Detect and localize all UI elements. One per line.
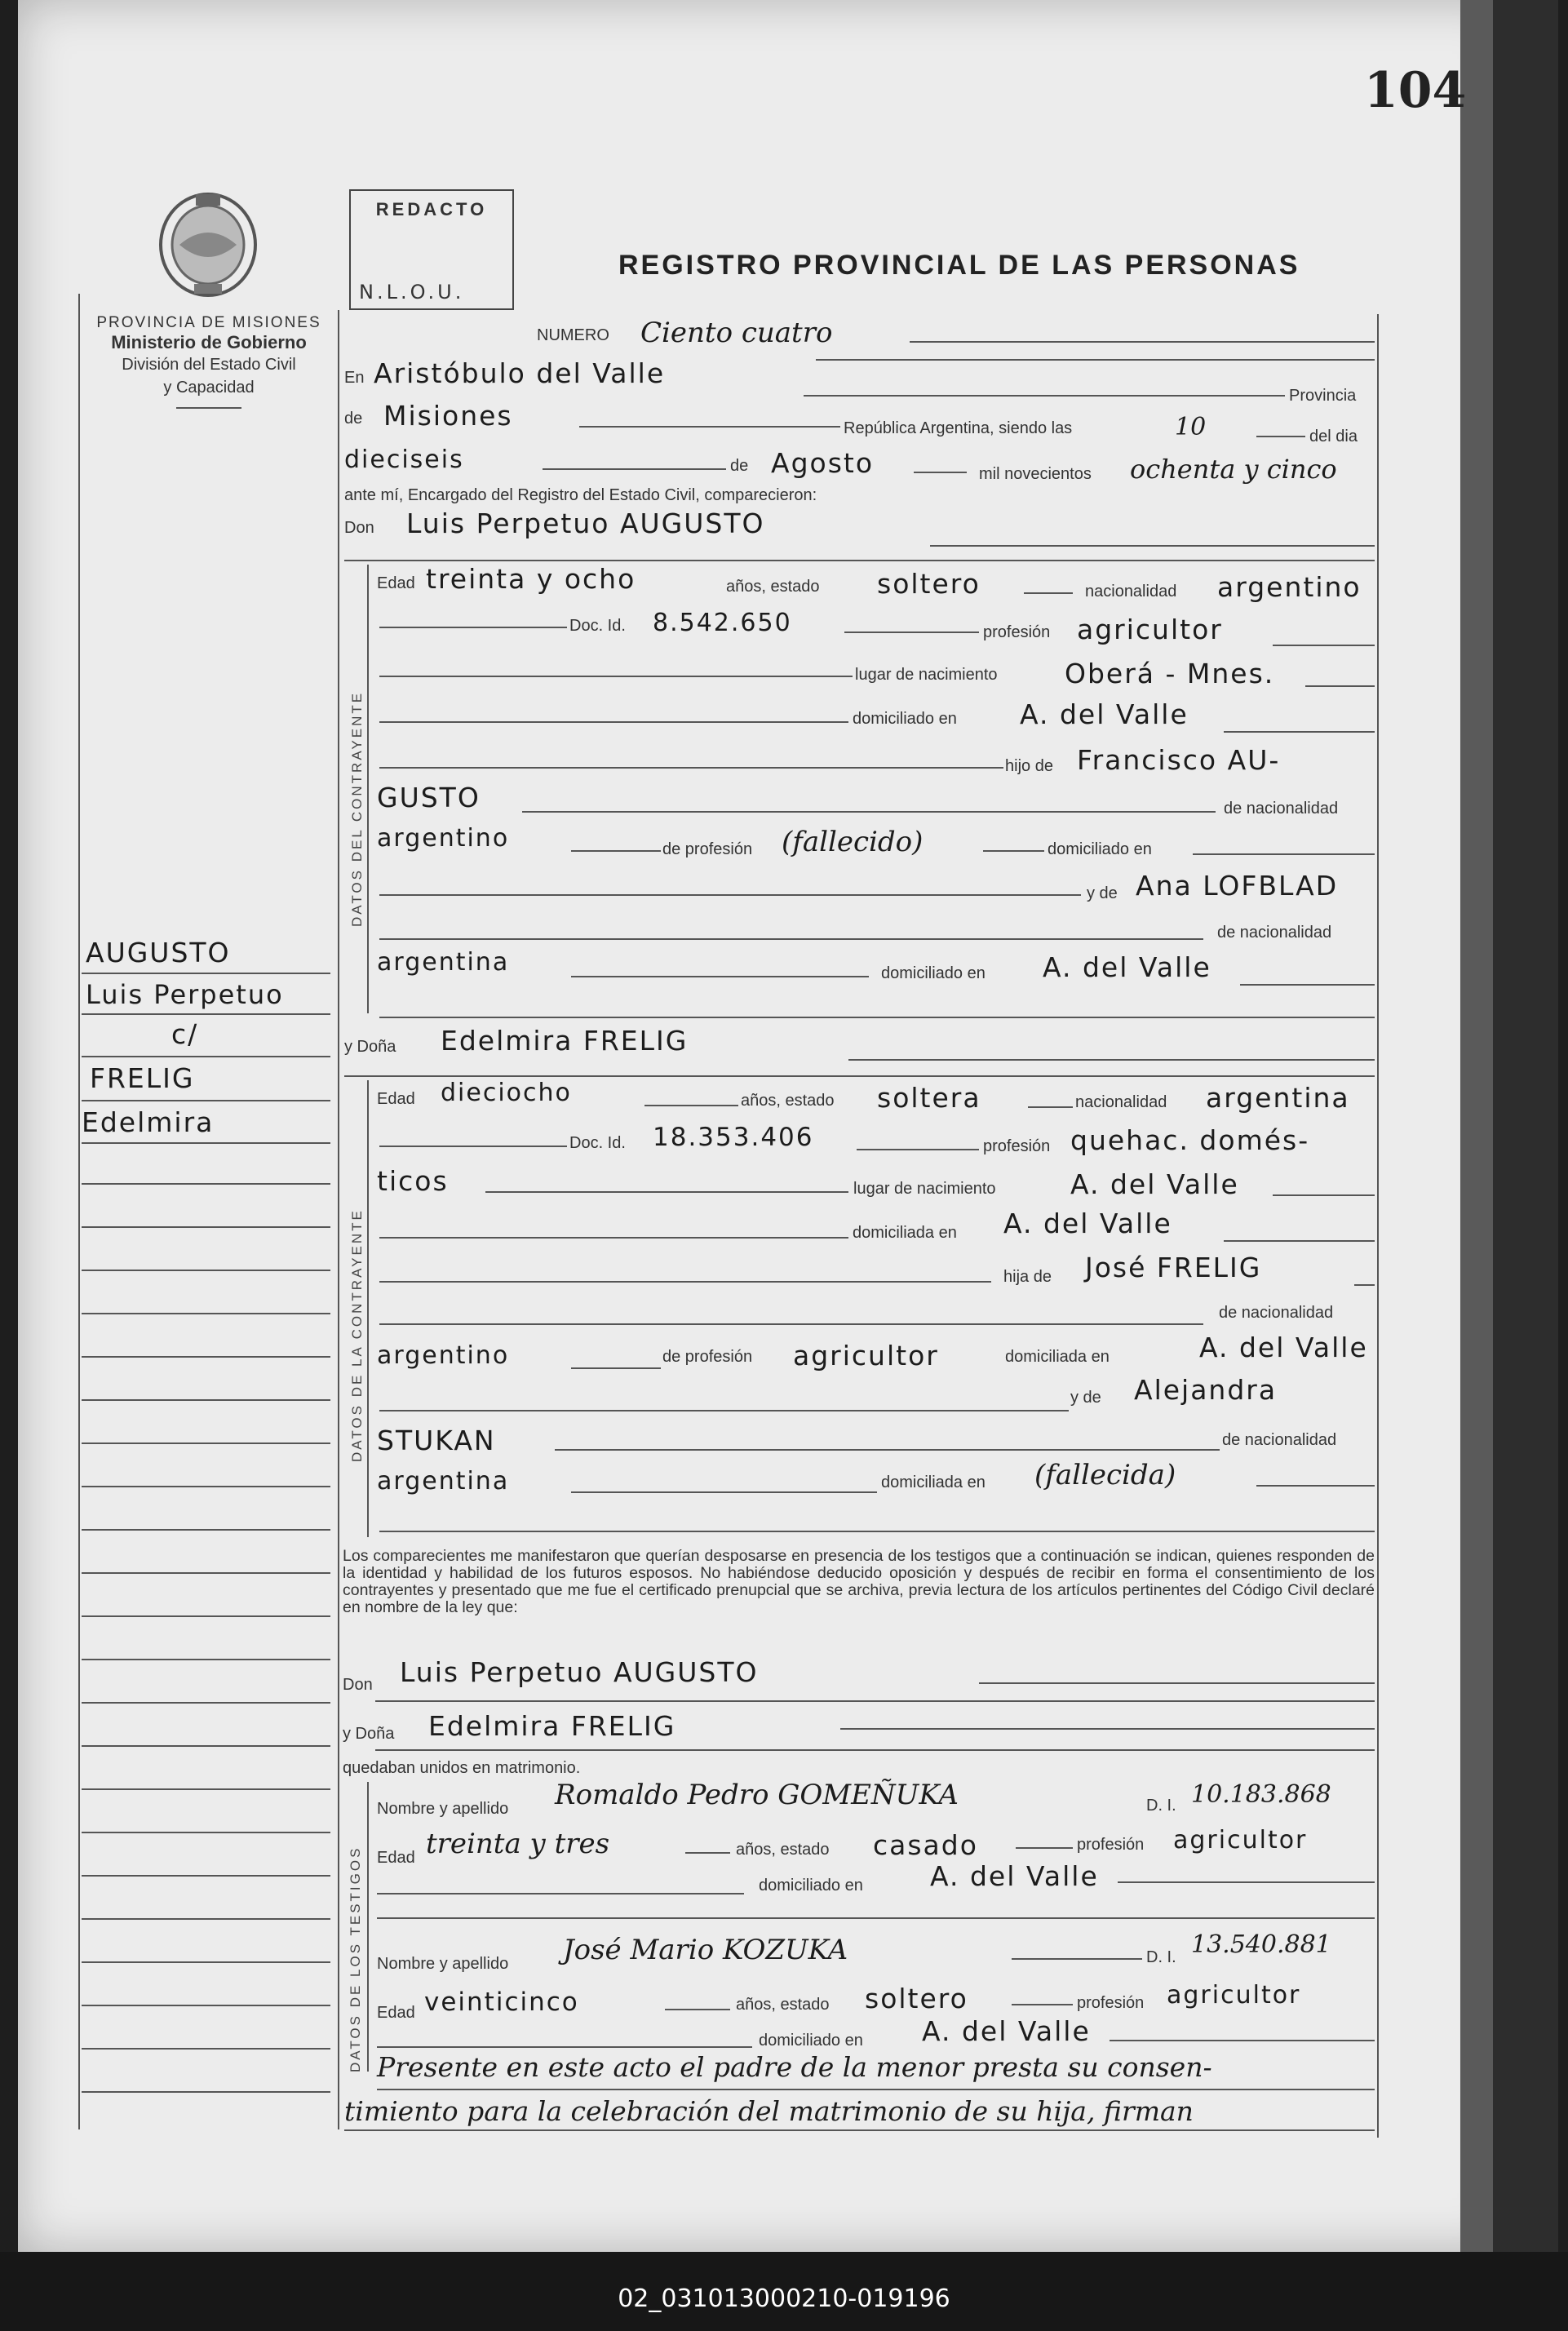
issuer-block <box>78 314 339 409</box>
nacionalidad-label-2: nacionalidad <box>1075 1093 1167 1111</box>
bride-father-profession: agricultor <box>793 1340 939 1372</box>
witness-1-domicile: A. del Valle <box>930 1860 1099 1892</box>
provincia-label: Provincia <box>1289 387 1357 405</box>
groom-birthplace: Oberá - Mnes. <box>1065 658 1275 689</box>
margin-rule <box>82 1100 330 1101</box>
domiciliada-label-2: domiciliada en <box>1005 1348 1110 1366</box>
margin-rule <box>82 1529 330 1531</box>
witness-2-name: José Mario KOZUKA <box>563 1934 848 1966</box>
bride-birthplace: A. del Valle <box>1070 1168 1239 1200</box>
margin-rule <box>82 2091 330 2093</box>
month: Agosto <box>771 447 875 479</box>
de-nacionalidad-label-3: de nacionalidad <box>1219 1304 1334 1322</box>
margin-rule <box>82 1399 330 1401</box>
margin-rule <box>82 1918 330 1920</box>
bride-father-domicile: A. del Valle <box>1199 1332 1368 1363</box>
groom-father-1: Francisco AU- <box>1077 744 1281 776</box>
margin-rule <box>82 1183 330 1185</box>
bride-name: Edelmira FRELIG <box>441 1025 689 1057</box>
margin-rule <box>82 1056 330 1057</box>
witness-1-di: 10.183.868 <box>1191 1780 1331 1809</box>
hija-de-label: hija de <box>1003 1268 1052 1286</box>
groom-doc: 8.542.650 <box>653 609 792 637</box>
margin-rule <box>82 1832 330 1833</box>
de-profesion-label-2: de profesión <box>662 1348 753 1366</box>
anos-estado-label-3: años, estado <box>736 1841 830 1859</box>
witness-block-border <box>367 1782 369 2072</box>
nombre-apellido-label-1: Nombre y apellido <box>377 1800 509 1818</box>
groom-block-border <box>367 565 369 1013</box>
anos-estado-label: años, estado <box>726 578 820 596</box>
y-dona-label-2: y Doña <box>343 1725 395 1743</box>
scan-id: 02_031013000210-019196 <box>618 2284 950 2313</box>
witness-1-profession: agricultor <box>1173 1826 1308 1855</box>
margin-rule <box>82 2005 330 2006</box>
bride-doc: 18.353.406 <box>653 1123 814 1152</box>
profesion-label: profesión <box>983 623 1051 641</box>
united-groom: Luis Perpetuo AUGUSTO <box>400 1656 759 1688</box>
mil-label: mil novecientos <box>979 465 1092 483</box>
lugar-nacimiento-label-2: lugar de nacimiento <box>853 1180 996 1198</box>
groom-father-nationality: argentino <box>377 824 510 853</box>
witness-2-profession: agricultor <box>1167 1981 1301 2010</box>
anos-estado-label-2: años, estado <box>741 1092 835 1110</box>
margin-groom-name: Luis Perpetuo <box>86 979 284 1010</box>
margin-rule <box>82 1745 330 1747</box>
witness-2-domicile: A. del Valle <box>922 2015 1091 2047</box>
groom-mother-domicile: A. del Valle <box>1043 951 1211 983</box>
margin-rule <box>82 1788 330 1790</box>
hijo-de-label: hijo de <box>1005 757 1053 775</box>
redacto-value: N.L.O.U. <box>359 281 465 304</box>
domiciliado-label-w2: domiciliado en <box>759 2032 863 2050</box>
bride-mother-2: STUKAN <box>377 1425 496 1456</box>
bride-mother-1: Alejandra <box>1134 1374 1278 1406</box>
ante-text: ante mí, Encargado del Registro del Estado Civil, comparecieron: <box>344 486 817 504</box>
witness-2-status: soltero <box>865 1983 968 2014</box>
groom-age: treinta y ocho <box>426 563 636 595</box>
form-left-border <box>338 310 339 2129</box>
declaration-text: Los comparecientes me manifestaron que querían desposarse en presencia de los testigos que a continuación se indican, quienes responden de la identidad y habilidad de los futuros esposos. No habiéndose deducido oposición y después de recibir en forma el consentimiento de los contrayentes y presentado que me fue el certificado prenupcial que se archiva, previa lectura de los artículos pertinentes del Código Civil declaré en nombre de la ley que: <box>343 1547 1375 1616</box>
groom-mother-nationality: argentina <box>377 948 510 977</box>
year: ochenta y cinco <box>1130 454 1337 485</box>
republica-label: República Argentina, siendo las <box>844 419 1073 437</box>
margin-rule <box>82 1313 330 1314</box>
margin-rule <box>82 2048 330 2050</box>
groom-father-profession: (fallecido) <box>782 826 924 858</box>
margin-rule <box>82 1961 330 1963</box>
bride-domicile: A. del Valle <box>1003 1208 1172 1239</box>
margin-rule <box>82 1572 330 1574</box>
margin-rule <box>82 1615 330 1617</box>
quedaban-text: quedaban unidos en matrimonio. <box>343 1759 581 1777</box>
margin-con: c/ <box>171 1018 199 1050</box>
province-value: Misiones <box>383 400 513 432</box>
domiciliada-label: domiciliada en <box>853 1224 957 1242</box>
bride-mother-domicile: (fallecida) <box>1034 1459 1176 1491</box>
de-label: de <box>344 410 363 428</box>
margin-rule <box>82 1270 330 1271</box>
bride-father-nationality: argentino <box>377 1341 510 1370</box>
de-month-label: de <box>730 457 749 475</box>
note-line-2: timiento para la celebración del matrimonio de su hija, firman <box>344 2095 1194 2127</box>
document-title: REGISTRO PROVINCIAL DE LAS PERSONAS <box>618 250 1300 281</box>
profesion-label-3: profesión <box>1077 1836 1145 1854</box>
groom-father-2: GUSTO <box>377 782 481 813</box>
margin-left-border <box>78 294 80 2129</box>
doc-label-2: Doc. Id. <box>569 1134 626 1152</box>
hour: 10 <box>1175 413 1207 441</box>
domiciliado-label-2: domiciliado en <box>1048 840 1152 858</box>
division-line-2: y Capacidad <box>163 379 255 397</box>
bride-nationality: argentina <box>1206 1082 1350 1114</box>
margin-rule <box>82 1659 330 1660</box>
day: dieciseis <box>344 445 464 474</box>
domiciliado-label-w1: domiciliado en <box>759 1877 863 1894</box>
edad-label-2: Edad <box>377 1090 415 1108</box>
y-de-label-2: y de <box>1070 1389 1101 1407</box>
groom-name: Luis Perpetuo AUGUSTO <box>406 507 765 539</box>
groom-profession: agricultor <box>1077 614 1223 645</box>
witness-1-status: casado <box>873 1829 978 1861</box>
lugar-nacimiento-label: lugar de nacimiento <box>855 666 998 684</box>
bride-profession-2: ticos <box>377 1165 449 1197</box>
domiciliado-label-3: domiciliado en <box>881 964 986 982</box>
margin-rule <box>82 1226 330 1228</box>
margin-surname: AUGUSTO <box>86 937 231 968</box>
provincial-seal-icon <box>155 188 261 302</box>
witness-1-age: treinta y tres <box>426 1828 610 1860</box>
edad-label-3: Edad <box>377 1849 415 1867</box>
division-line-1: División del Estado Civil <box>122 356 296 374</box>
de-nacionalidad-label-4: de nacionalidad <box>1222 1431 1337 1449</box>
de-nacionalidad-label-2: de nacionalidad <box>1217 924 1332 942</box>
bride-profession-1: quehac. domés- <box>1070 1124 1310 1156</box>
witness-2-age: veinticinco <box>424 1988 579 2017</box>
nacionalidad-label: nacionalidad <box>1085 583 1177 600</box>
witness-2-di: 13.540.881 <box>1191 1930 1331 1959</box>
redacto-box <box>349 189 514 310</box>
de-profesion-label-1: de profesión <box>662 840 753 858</box>
province-heading: PROVINCIA DE MISIONES <box>96 314 321 331</box>
bride-block-border <box>367 1080 369 1537</box>
margin-rule <box>82 973 330 974</box>
y-de-label-1: y de <box>1087 884 1118 902</box>
place: Aristóbulo del Valle <box>374 357 666 389</box>
side-label-bride: DATOS DE LA CONTRAYENTE <box>349 1208 365 1462</box>
en-label: En <box>344 369 365 387</box>
bride-mother-nationality: argentina <box>377 1467 510 1496</box>
di-label-1: D. I. <box>1146 1797 1176 1815</box>
profesion-label-4: profesión <box>1077 1994 1145 2012</box>
di-label-2: D. I. <box>1146 1948 1176 1966</box>
don-label-2: Don <box>343 1676 373 1694</box>
margin-rule <box>82 1875 330 1877</box>
united-bride: Edelmira FRELIG <box>428 1710 676 1742</box>
groom-nationality: argentino <box>1217 571 1362 603</box>
del-dia-label: del dia <box>1309 428 1358 445</box>
don-label: Don <box>344 519 374 537</box>
domiciliado-label: domiciliado en <box>853 710 957 728</box>
margin-bride-surname: FRELIG <box>90 1062 195 1094</box>
edad-label: Edad <box>377 574 415 592</box>
act-number: Ciento cuatro <box>640 317 833 349</box>
bride-father: José FRELIG <box>1085 1252 1262 1283</box>
domiciliada-label-3: domiciliada en <box>881 1473 986 1491</box>
witness-1-name: Romaldo Pedro GOMEÑUKA <box>555 1779 959 1811</box>
numero-label: NUMERO <box>537 326 609 344</box>
margin-rule <box>82 1142 330 1144</box>
form-right-border <box>1377 314 1379 2138</box>
doc-label: Doc. Id. <box>569 617 626 635</box>
anos-estado-label-4: años, estado <box>736 1996 830 2014</box>
side-label-witnesses: DATOS DE LOS TESTIGOS <box>348 1846 363 2072</box>
groom-status: soltero <box>877 568 981 600</box>
bride-age: dieciocho <box>441 1079 572 1107</box>
margin-rule <box>82 1702 330 1704</box>
note-line-1: Presente en este acto el padre de la menor presta su consen- <box>377 2051 1212 2083</box>
ministry-heading: Ministerio de Gobierno <box>111 332 307 352</box>
margin-rule <box>82 1013 330 1015</box>
margin-rule <box>82 1356 330 1358</box>
redacto-label: REDACTO <box>375 199 488 219</box>
page-number: 104 <box>1364 62 1467 119</box>
margin-rule <box>82 1486 330 1487</box>
y-dona-label: y Doña <box>344 1038 396 1056</box>
de-nacionalidad-label-1: de nacionalidad <box>1224 800 1339 818</box>
edad-label-4: Edad <box>377 2004 415 2022</box>
groom-mother: Ana LOFBLAD <box>1136 870 1339 902</box>
groom-domicile: A. del Valle <box>1020 698 1189 730</box>
profesion-label-2: profesión <box>983 1137 1051 1155</box>
book-edge <box>1493 0 1558 2331</box>
margin-bride-name: Edelmira <box>82 1106 215 1138</box>
nombre-apellido-label-2: Nombre y apellido <box>377 1955 509 1973</box>
bride-status: soltera <box>877 1082 981 1114</box>
margin-rule <box>82 1442 330 1444</box>
side-label-groom: DATOS DEL CONTRAYENTE <box>349 690 365 927</box>
